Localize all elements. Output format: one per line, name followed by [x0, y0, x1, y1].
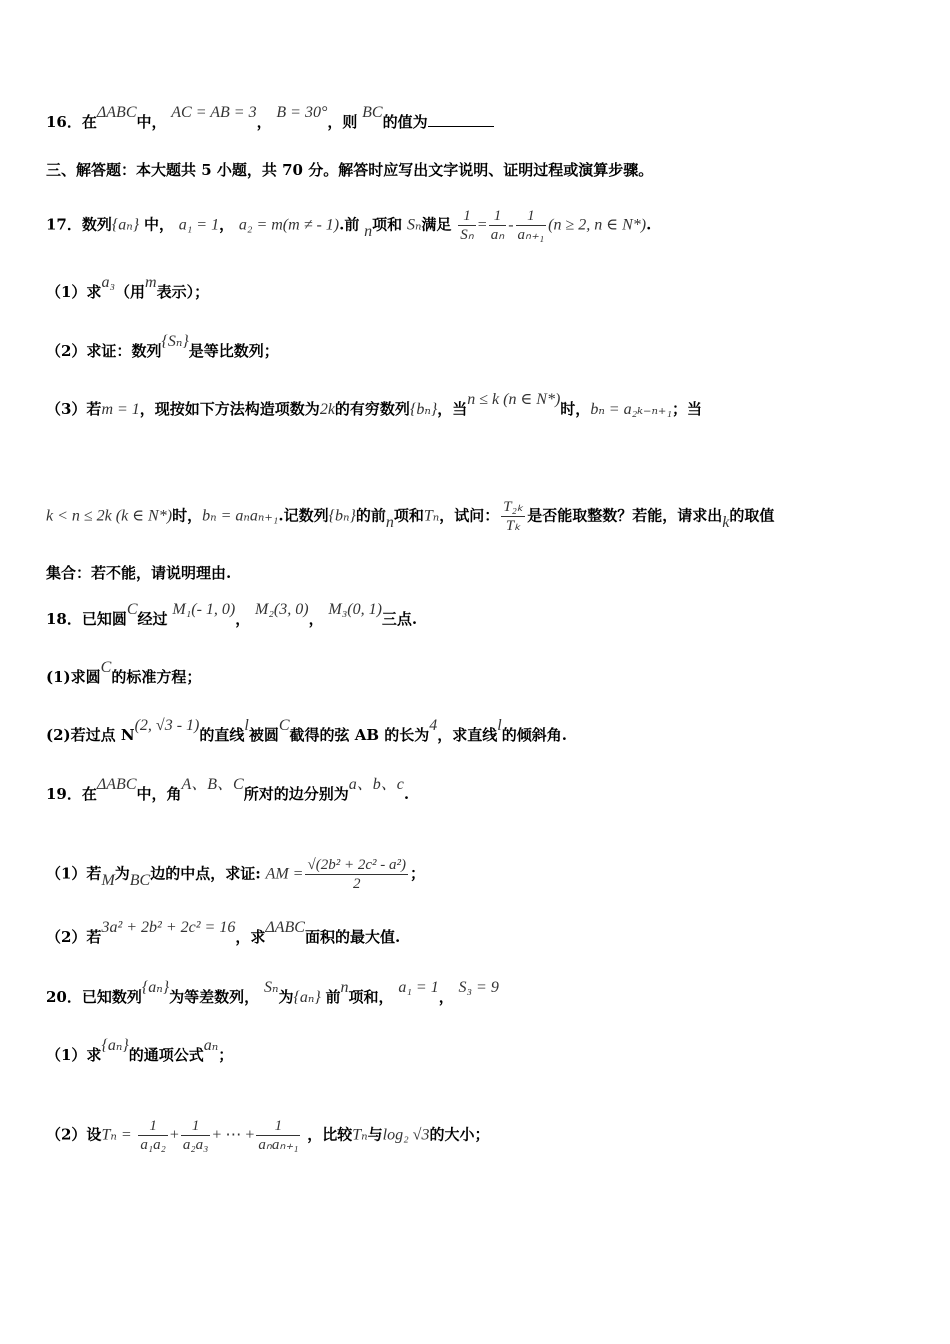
question-17: 17．数列{aₙ} 中， a₁ = 1， a₂ = m(m ≠ - 1).前 n项和 Sₙ满足 $\frac{1}{\text{Sₙ}}$ = $\frac{1}{\text{aₙ}}$ - $\frac{1}{\text{aₙ₊₁}}$ (n ≥ 2, n ∈ N*). [46, 208, 652, 243]
point-m2: M₂(3, 0) [255, 601, 309, 618]
frac-am: $\frac{\text{√(2b² + 2c² - a²)}}{2}$ [307, 857, 406, 892]
frac-t2k-over-tk: $\frac{\text{T₂ₖ}}{\text{Tₖ}}$ [503, 499, 524, 534]
point-n: (2, √3 - 1) [134, 717, 200, 734]
q17-condition: (n ≥ 2, n ∈ N*) [548, 216, 647, 234]
q19-part-1: （1）若M为BC边的中点，求证: AM = $\frac{\text{√(2b² + 2c² - a²)}}{2}$ ； [46, 857, 425, 892]
q16-number: 16．在 [46, 113, 97, 131]
q17-a1: a₁ = 1 [178, 216, 220, 234]
frac-t2: $\frac{1}{\text{a₂a₃}}$ [182, 1118, 209, 1153]
q17-part-3: （3）若m = 1，现按如下方法构造项数为2k的有穷数列{bₙ}，当n ≤ k (n ∈ N*)时，bₙ = a₂ₖ₋ₙ₊₁；当 [46, 391, 702, 418]
point-m3: M₃(0, 1) [328, 601, 382, 618]
frac-1-over-an1: $\frac{1}{\text{aₙ₊₁}}$ [517, 208, 545, 243]
frac-1-over-sn: $\frac{1}{\text{Sₙ}}$ [460, 208, 474, 243]
question-19: 19．在ΔABC中，角A、B、C所对的边分别为a、b、c. [46, 776, 410, 803]
q18-part-2: (2)若过点 N(2, √3 - 1)的直线l被圆C截得的弦 AB 的长为4，求直线l的倾斜角. [46, 717, 567, 744]
section-heading: 三、解答题：本大题共 5 小题，共 70 分。解答时应写出文字说明、证明过程或演算步骤。 [46, 161, 654, 179]
q17-part-1: （1）求a₃（用m表示）； [46, 274, 210, 301]
point-m1: M₁(- 1, 0) [172, 601, 236, 618]
question-18: 18．已知圆C经过 M₁(- 1, 0)， M₂(3, 0)， M₃(0, 1)三点. [46, 601, 418, 628]
q18-part-1: (1)求圆C的标准方程； [46, 659, 202, 686]
q20-part-1: （1）求{aₙ}的通项公式aₙ； [46, 1037, 234, 1064]
q19-part-2: （2）若3a² + 2b² + 2c² = 16，求ΔABC面积的最大值. [46, 919, 401, 946]
question-20: 20．已知数列{aₙ}为等差数列， Sₙ为{aₙ} 前n项和， a₁ = 1， S₃ = 9 [46, 979, 499, 1006]
q17-part-3-end: 集合：若不能，请说明理由. [46, 564, 232, 582]
q17-part-2: （2）求证：数列{Sₙ}是等比数列； [46, 333, 279, 360]
q17-a2: a₂ = m(m ≠ - 1) [238, 216, 340, 234]
q16-condition-1: AC = AB = 3 [171, 104, 257, 121]
q17-sequence: {aₙ} [111, 216, 140, 234]
q17-part-3-cont: k < n ≤ 2k (k ∈ N*)时，bₙ = aₙaₙ₊₁.记数列{bₙ}的前n项和Tₙ，试问： $\frac{\text{T₂ₖ}}{\text{Tₖ}}$ 是否能取整数？若能，请求出k的取值 [46, 499, 775, 534]
q16-condition-2: B = 30° [276, 104, 328, 121]
frac-1-over-an: $\frac{1}{\text{aₙ}}$ [490, 208, 505, 243]
question-16: 16．在ΔABC中， AC = AB = 3， B = 30°，则 BC的值为 [46, 112, 910, 133]
q16-triangle: ΔABC [96, 104, 137, 121]
q20-part-2: （2）设Tₙ = $\frac{1}{\text{a₁a₂}}$ + $\frac{1}{\text{a₂a₃}}$ + ⋯ + $\frac{1}{\text{aₙaₙ₊₁}}$ ，比较Tₙ与log₂ √3的大小； [46, 1118, 490, 1153]
frac-tn: $\frac{1}{\text{aₙaₙ₊₁}}$ [258, 1118, 299, 1153]
q16-bc: BC [362, 104, 383, 121]
answer-blank [428, 112, 494, 127]
frac-t1: $\frac{1}{\text{a₁a₂}}$ [140, 1118, 166, 1153]
